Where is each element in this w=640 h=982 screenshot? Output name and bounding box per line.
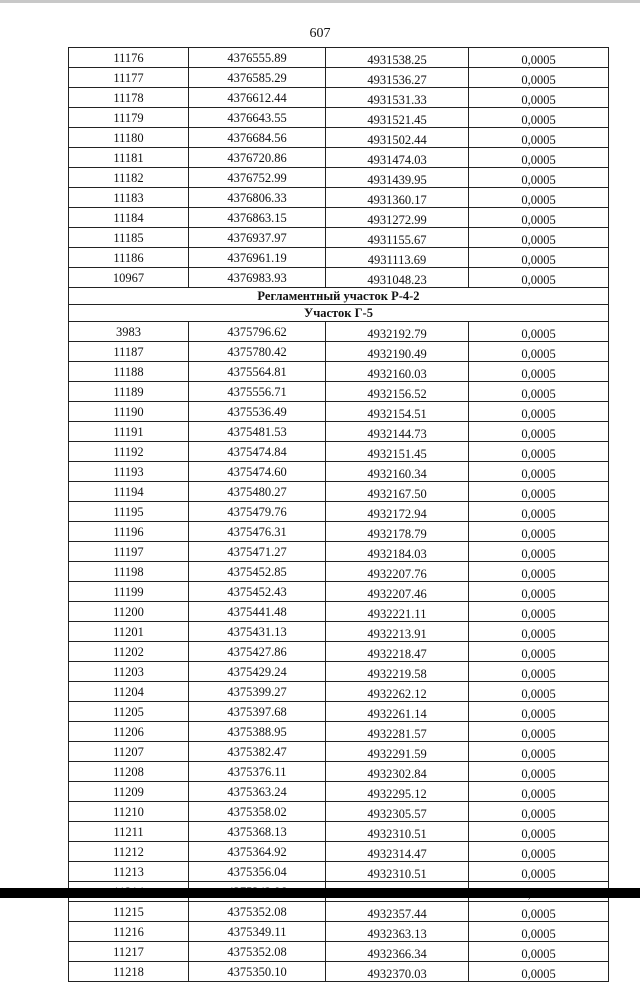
y-coordinate-cell: 4932261.14 — [326, 702, 469, 722]
y-coordinate-cell: 4931474.03 — [326, 148, 469, 168]
y-coordinate-cell: 4932192.79 — [326, 322, 469, 342]
y-coordinate-cell: 4932144.73 — [326, 422, 469, 442]
accuracy-cell: 0,0005 — [469, 382, 609, 402]
table-row — [69, 168, 609, 188]
accuracy-cell: 0,0005 — [469, 822, 609, 842]
point-number-cell: 11209 — [69, 782, 189, 802]
y-coordinate-cell: 4931439.95 — [326, 168, 469, 188]
y-coordinate-cell: 4932221.11 — [326, 602, 469, 622]
x-coordinate-cell: 4376806.33 — [189, 188, 326, 208]
x-coordinate-cell: 4375427.86 — [189, 642, 326, 662]
y-coordinate-cell: 4931536.27 — [326, 68, 469, 88]
x-coordinate-cell: 4375429.24 — [189, 662, 326, 682]
table-row — [69, 88, 609, 108]
y-coordinate-cell: 4932357.44 — [326, 902, 469, 922]
point-number-cell: 11176 — [69, 48, 189, 68]
point-number-cell: 11178 — [69, 88, 189, 108]
point-number-cell: 11195 — [69, 502, 189, 522]
y-coordinate-cell: 4932167.50 — [326, 482, 469, 502]
point-number-cell: 11202 — [69, 642, 189, 662]
section-title: Регламентный участок Р-4-2 — [69, 288, 609, 305]
x-coordinate-cell: 4375480.27 — [189, 482, 326, 502]
x-coordinate-cell: 4375536.49 — [189, 402, 326, 422]
table-row — [69, 662, 609, 682]
point-number-cell: 11186 — [69, 248, 189, 268]
accuracy-cell: 0,0005 — [469, 902, 609, 922]
table-row — [69, 722, 609, 742]
y-coordinate-cell: 4932314.47 — [326, 842, 469, 862]
point-number-cell: 11216 — [69, 922, 189, 942]
x-coordinate-cell: 4375481.53 — [189, 422, 326, 442]
point-number-cell: 11192 — [69, 442, 189, 462]
y-coordinate-cell: 4932156.52 — [326, 382, 469, 402]
accuracy-cell: 0,0005 — [469, 402, 609, 422]
accuracy-cell: 0,0005 — [469, 208, 609, 228]
scan-edge-top — [0, 0, 640, 3]
x-coordinate-cell: 4375382.47 — [189, 742, 326, 762]
y-coordinate-cell: 4932281.57 — [326, 722, 469, 742]
x-coordinate-cell: 4376961.19 — [189, 248, 326, 268]
table-row — [69, 402, 609, 422]
x-coordinate-cell: 4375471.27 — [189, 542, 326, 562]
point-number-cell: 11203 — [69, 662, 189, 682]
y-coordinate-cell: 4932363.13 — [326, 922, 469, 942]
point-number-cell: 11179 — [69, 108, 189, 128]
accuracy-cell: 0,0005 — [469, 842, 609, 862]
accuracy-cell: 0,0005 — [469, 48, 609, 68]
x-coordinate-cell: 4375476.31 — [189, 522, 326, 542]
coordinates-table — [68, 47, 609, 982]
x-coordinate-cell: 4375479.76 — [189, 502, 326, 522]
point-number-cell: 11200 — [69, 602, 189, 622]
point-number-cell: 11189 — [69, 382, 189, 402]
accuracy-cell: 0,0005 — [469, 148, 609, 168]
point-number-cell: 11184 — [69, 208, 189, 228]
section-title-row — [69, 288, 609, 305]
x-coordinate-cell: 4375399.27 — [189, 682, 326, 702]
accuracy-cell: 0,0005 — [469, 662, 609, 682]
section-subtitle: Участок Г-5 — [69, 305, 609, 322]
accuracy-cell: 0,0005 — [469, 522, 609, 542]
table-row — [69, 482, 609, 502]
point-number-cell: 11194 — [69, 482, 189, 502]
accuracy-cell: 0,0005 — [469, 682, 609, 702]
point-number-cell: 3983 — [69, 322, 189, 342]
y-coordinate-cell: 4932219.58 — [326, 662, 469, 682]
table-row — [69, 702, 609, 722]
accuracy-cell: 0,0005 — [469, 188, 609, 208]
accuracy-cell: 0,0005 — [469, 942, 609, 962]
accuracy-cell: 0,0005 — [469, 562, 609, 582]
accuracy-cell: 0,0005 — [469, 68, 609, 88]
y-coordinate-cell: 4931048.23 — [326, 268, 469, 288]
x-coordinate-cell: 4375364.92 — [189, 842, 326, 862]
y-coordinate-cell: 4931113.69 — [326, 248, 469, 268]
point-number-cell: 11218 — [69, 962, 189, 982]
x-coordinate-cell: 4375388.95 — [189, 722, 326, 742]
point-number-cell: 11180 — [69, 128, 189, 148]
x-coordinate-cell: 4375564.81 — [189, 362, 326, 382]
accuracy-cell: 0,0005 — [469, 168, 609, 188]
x-coordinate-cell: 4376983.93 — [189, 268, 326, 288]
y-coordinate-cell: 4932207.46 — [326, 582, 469, 602]
y-coordinate-cell: 4932213.91 — [326, 622, 469, 642]
y-coordinate-cell: 4932160.34 — [326, 462, 469, 482]
accuracy-cell: 0,0005 — [469, 128, 609, 148]
table-row — [69, 228, 609, 248]
accuracy-cell: 0,0005 — [469, 622, 609, 642]
table-row — [69, 962, 609, 982]
accuracy-cell: 0,0005 — [469, 642, 609, 662]
accuracy-cell: 0,0005 — [469, 542, 609, 562]
point-number-cell: 11198 — [69, 562, 189, 582]
accuracy-cell: 0,0005 — [469, 862, 609, 882]
accuracy-cell: 0,0005 — [469, 268, 609, 288]
x-coordinate-cell: 4376585.29 — [189, 68, 326, 88]
y-coordinate-cell: 4931272.99 — [326, 208, 469, 228]
point-number-cell: 11185 — [69, 228, 189, 248]
accuracy-cell: 0,0005 — [469, 802, 609, 822]
x-coordinate-cell: 4376752.99 — [189, 168, 326, 188]
y-coordinate-cell: 4932310.51 — [326, 822, 469, 842]
table-row — [69, 782, 609, 802]
accuracy-cell: 0,0005 — [469, 228, 609, 248]
x-coordinate-cell: 4375556.71 — [189, 382, 326, 402]
x-coordinate-cell: 4375356.04 — [189, 862, 326, 882]
accuracy-cell: 0,0005 — [469, 702, 609, 722]
x-coordinate-cell: 4376555.89 — [189, 48, 326, 68]
point-number-cell: 11182 — [69, 168, 189, 188]
point-number-cell: 11213 — [69, 862, 189, 882]
point-number-cell: 11190 — [69, 402, 189, 422]
table-row — [69, 622, 609, 642]
point-number-cell: 11197 — [69, 542, 189, 562]
x-coordinate-cell: 4375474.60 — [189, 462, 326, 482]
point-number-cell: 11206 — [69, 722, 189, 742]
accuracy-cell: 0,0005 — [469, 742, 609, 762]
accuracy-cell: 0,0005 — [469, 322, 609, 342]
table-body-before-section — [69, 48, 609, 288]
accuracy-cell: 0,0005 — [469, 362, 609, 382]
table-row — [69, 762, 609, 782]
point-number-cell: 11212 — [69, 842, 189, 862]
x-coordinate-cell: 4375397.68 — [189, 702, 326, 722]
accuracy-cell: 0,0005 — [469, 342, 609, 362]
accuracy-cell: 0,0005 — [469, 922, 609, 942]
page-number: 607 — [309, 26, 331, 41]
x-coordinate-cell: 4375796.62 — [189, 322, 326, 342]
table-row — [69, 562, 609, 582]
x-coordinate-cell: 4375474.84 — [189, 442, 326, 462]
point-number-cell: 11191 — [69, 422, 189, 442]
y-coordinate-cell: 4932370.03 — [326, 962, 469, 982]
y-coordinate-cell: 4932218.47 — [326, 642, 469, 662]
y-coordinate-cell: 4932151.45 — [326, 442, 469, 462]
y-coordinate-cell: 4932291.59 — [326, 742, 469, 762]
accuracy-cell: 0,0005 — [469, 722, 609, 742]
point-number-cell: 11188 — [69, 362, 189, 382]
table-row — [69, 842, 609, 862]
x-coordinate-cell: 4375368.13 — [189, 822, 326, 842]
point-number-cell: 11204 — [69, 682, 189, 702]
table-row — [69, 822, 609, 842]
point-number-cell: 11177 — [69, 68, 189, 88]
table-row — [69, 148, 609, 168]
table-row — [69, 542, 609, 562]
y-coordinate-cell: 4931538.25 — [326, 48, 469, 68]
y-coordinate-cell: 4932305.57 — [326, 802, 469, 822]
y-coordinate-cell: 4932302.84 — [326, 762, 469, 782]
y-coordinate-cell: 4932184.03 — [326, 542, 469, 562]
table-row — [69, 922, 609, 942]
table-row — [69, 342, 609, 362]
table-row — [69, 248, 609, 268]
point-number-cell: 11193 — [69, 462, 189, 482]
y-coordinate-cell: 4931155.67 — [326, 228, 469, 248]
x-coordinate-cell: 4375431.13 — [189, 622, 326, 642]
point-number-cell: 11181 — [69, 148, 189, 168]
table-row — [69, 602, 609, 622]
table-row — [69, 902, 609, 922]
section-header — [69, 288, 609, 322]
x-coordinate-cell: 4375352.08 — [189, 942, 326, 962]
point-number-cell: 11217 — [69, 942, 189, 962]
point-number-cell: 11205 — [69, 702, 189, 722]
accuracy-cell: 0,0005 — [469, 108, 609, 128]
table-row — [69, 268, 609, 288]
table-row — [69, 128, 609, 148]
accuracy-cell: 0,0005 — [469, 962, 609, 982]
table-row — [69, 48, 609, 68]
point-number-cell: 11196 — [69, 522, 189, 542]
x-coordinate-cell: 4375352.08 — [189, 902, 326, 922]
x-coordinate-cell: 4376612.44 — [189, 88, 326, 108]
table-row — [69, 642, 609, 662]
x-coordinate-cell: 4375350.10 — [189, 962, 326, 982]
y-coordinate-cell: 4932154.51 — [326, 402, 469, 422]
table-row — [69, 362, 609, 382]
y-coordinate-cell: 4931502.44 — [326, 128, 469, 148]
y-coordinate-cell: 4932160.03 — [326, 362, 469, 382]
scan-edge-bottom — [0, 888, 640, 898]
point-number-cell: 10967 — [69, 268, 189, 288]
accuracy-cell: 0,0005 — [469, 782, 609, 802]
table-row — [69, 942, 609, 962]
table-row — [69, 502, 609, 522]
y-coordinate-cell: 4932172.94 — [326, 502, 469, 522]
table-row — [69, 682, 609, 702]
x-coordinate-cell: 4375376.11 — [189, 762, 326, 782]
accuracy-cell: 0,0005 — [469, 582, 609, 602]
y-coordinate-cell: 4932178.79 — [326, 522, 469, 542]
accuracy-cell: 0,0005 — [469, 462, 609, 482]
accuracy-cell: 0,0005 — [469, 762, 609, 782]
accuracy-cell: 0,0005 — [469, 422, 609, 442]
y-coordinate-cell: 4932207.76 — [326, 562, 469, 582]
y-coordinate-cell: 4932310.51 — [326, 862, 469, 882]
accuracy-cell: 0,0005 — [469, 88, 609, 108]
table-row — [69, 422, 609, 442]
point-number-cell: 11211 — [69, 822, 189, 842]
x-coordinate-cell: 4376937.97 — [189, 228, 326, 248]
y-coordinate-cell: 4931531.33 — [326, 88, 469, 108]
table-row — [69, 382, 609, 402]
accuracy-cell: 0,0005 — [469, 482, 609, 502]
x-coordinate-cell: 4375452.85 — [189, 562, 326, 582]
y-coordinate-cell: 4931360.17 — [326, 188, 469, 208]
table-row — [69, 462, 609, 482]
section-subtitle-row — [69, 305, 609, 322]
table-body-after-section — [69, 322, 609, 982]
point-number-cell: 11199 — [69, 582, 189, 602]
y-coordinate-cell: 4932295.12 — [326, 782, 469, 802]
x-coordinate-cell: 4375441.48 — [189, 602, 326, 622]
x-coordinate-cell: 4376720.86 — [189, 148, 326, 168]
point-number-cell: 11183 — [69, 188, 189, 208]
x-coordinate-cell: 4376684.56 — [189, 128, 326, 148]
point-number-cell: 11201 — [69, 622, 189, 642]
x-coordinate-cell: 4376643.55 — [189, 108, 326, 128]
table-row — [69, 188, 609, 208]
table-row — [69, 208, 609, 228]
table-row — [69, 68, 609, 88]
x-coordinate-cell: 4375349.11 — [189, 922, 326, 942]
table-row — [69, 108, 609, 128]
x-coordinate-cell: 4376863.15 — [189, 208, 326, 228]
accuracy-cell: 0,0005 — [469, 248, 609, 268]
y-coordinate-cell: 4932262.12 — [326, 682, 469, 702]
y-coordinate-cell: 4932366.34 — [326, 942, 469, 962]
table-row — [69, 582, 609, 602]
accuracy-cell: 0,0005 — [469, 602, 609, 622]
table-row — [69, 322, 609, 342]
table-row — [69, 522, 609, 542]
x-coordinate-cell: 4375780.42 — [189, 342, 326, 362]
point-number-cell: 11187 — [69, 342, 189, 362]
point-number-cell: 11208 — [69, 762, 189, 782]
table-row — [69, 862, 609, 882]
x-coordinate-cell: 4375363.24 — [189, 782, 326, 802]
y-coordinate-cell: 4931521.45 — [326, 108, 469, 128]
table-row — [69, 442, 609, 462]
accuracy-cell: 0,0005 — [469, 442, 609, 462]
y-coordinate-cell: 4932190.49 — [326, 342, 469, 362]
x-coordinate-cell: 4375358.02 — [189, 802, 326, 822]
point-number-cell: 11210 — [69, 802, 189, 822]
point-number-cell: 11207 — [69, 742, 189, 762]
point-number-cell: 11215 — [69, 902, 189, 922]
table-row — [69, 802, 609, 822]
accuracy-cell: 0,0005 — [469, 502, 609, 522]
x-coordinate-cell: 4375452.43 — [189, 582, 326, 602]
table-row — [69, 742, 609, 762]
